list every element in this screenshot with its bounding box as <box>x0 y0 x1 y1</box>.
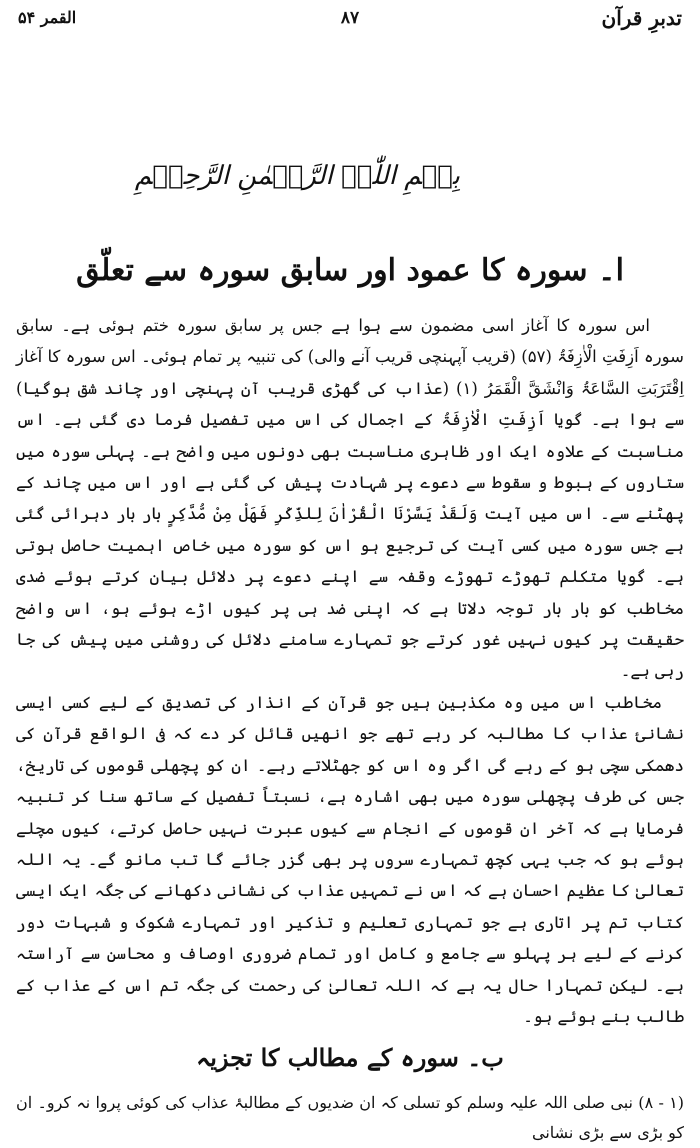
paragraph: اس سورہ کا آغاز اسی مضمون سے ہوا ہے جس پر سابق سورہ ختم ہوئی ہے۔ سابق سورہ اَزِفَتِ الْاٰزِفَۃُ (۵۷) (قریب آپہنچی قریب آنے والی) کی تنبیہ پر تمام ہوئی۔ اس سورہ کا آغاز اِقْتَرَبَتِ السَّاعَۃُ وَانْشَقَّ الْقَمَرُ (۱) (عذاب کی گھڑی قریب آن پہنچی اور چاند شق ہوگیا) سے ہوا ہے۔ گویا اَزِفَتِ الْاٰزِفَۃُ کے اجمال کی اس میں تفصیل فرما دی گئی ہے۔ اس مناسبت کے علاوہ ایک اور ظاہری مناسبت بھی دونوں میں واضح ہے۔ پہلی سورہ میں ستاروں کے ہبوط و سقوط سے دعوے پر شہادت پیش کی گئی ہے اور اس میں چاند کے پھٹنے سے۔ اس میں آیت وَلَقَدْ یَسَّرْنَا الْقُرْاٰنَ لِلذِّکْرِ فَھَلْ مِنْ مُّدَّکِرٍ بار بار دہرائی گئی ہے جس سورہ میں کسی آیت کی ترجیع ہو اس کو سورہ میں خاص اہمیت حاصل ہوتی ہے۔ گویا متکلم تھوڑے تھوڑے وقفہ سے اپنے دعوے پر دلائل بیان کرتے ہوئے ضدی مخاطب کو بار بار توجہ دلاتا ہے کہ اپنی ضد ہی پر کیوں اڑے ہوئے ہو، اس واضح حقیقت پر کیوں نہیں غور کرتے جو تمہارے سامنے دلائل کی روشنی میں پیش کی جا رہی ہے۔ <box>16 316 684 681</box>
basmala-calligraphy: بِسۡمِ اللّٰہِ الرَّحۡمٰنِ الرَّحِیۡمِ <box>134 161 460 191</box>
paragraph: مخاطب اس میں وہ مکذبین ہیں جو قرآن کے انذار کی تصدیق کے لیے کسی ایسی نشانیٔ عذاب کا مطالبہ کر رہے تھے جو انھیں قائل کر دے کہ فی الواقع قرآن کی دھمکی سچی ہو کے رہے گی اگر وہ اس کو جھٹلاتے رہے۔ ان کو پچھلی قوموں کی تاریخ، جس کی طرف پچھلی سورہ میں بھی اشارہ ہے، نسبتاً تفصیل کے ساتھ سنا کر تنبیہ فرمایا ہے کہ آخر ان قوموں کے انجام سے کیوں عبرت نہیں حاصل کرتے، کیوں مچلے ہوئے ہو کہ جب یہی کچھ تمہارے سروں پر بھی گزر جائے گا تب مانو گے۔ یہ اللہ تعالیٰ کا عظیم احسان ہے کہ اس نے تمہیں عذاب کی نشانی دکھانے کی جگہ ایک ایسی کتاب تم پر اتاری ہے جو تمہاری تعلیم و تذکیر اور تمہارے شکوک و شبہات دور کرنے کے لیے ہر پہلو سے جامع و کامل اور تمام ضروری اوصاف و محاسن سے آراستہ ہے۔ لیکن تمہارا حال یہ ہے کہ اللہ تعالیٰ کی رحمت کی جگہ تم اس کے عذاب کے طالب بنے ہوئے ہو۔ <box>16 692 684 1026</box>
section-heading-2: ب۔ سورہ کے مطالب کا تجزیہ <box>196 1043 504 1072</box>
analysis-first-line: (۱ - ۸) نبی صلی اللہ علیہ وسلم کو تسلی کہ ان ضدیوں کے مطالبۂ عذاب کی کوئی پروا نہ کرو۔ ان کو بڑی سے بڑی نشانی <box>16 1093 685 1142</box>
book-title: تدبرِ قرآن <box>601 6 682 30</box>
body-text <box>16 310 684 1032</box>
running-header <box>18 6 682 40</box>
page-number: ۸۷ <box>340 8 360 28</box>
section-heading-1: ا۔ سورہ کا عمود اور سابق سورہ سے تعلّق <box>76 253 624 288</box>
surah-label: القمر ۵۴ <box>18 8 77 27</box>
